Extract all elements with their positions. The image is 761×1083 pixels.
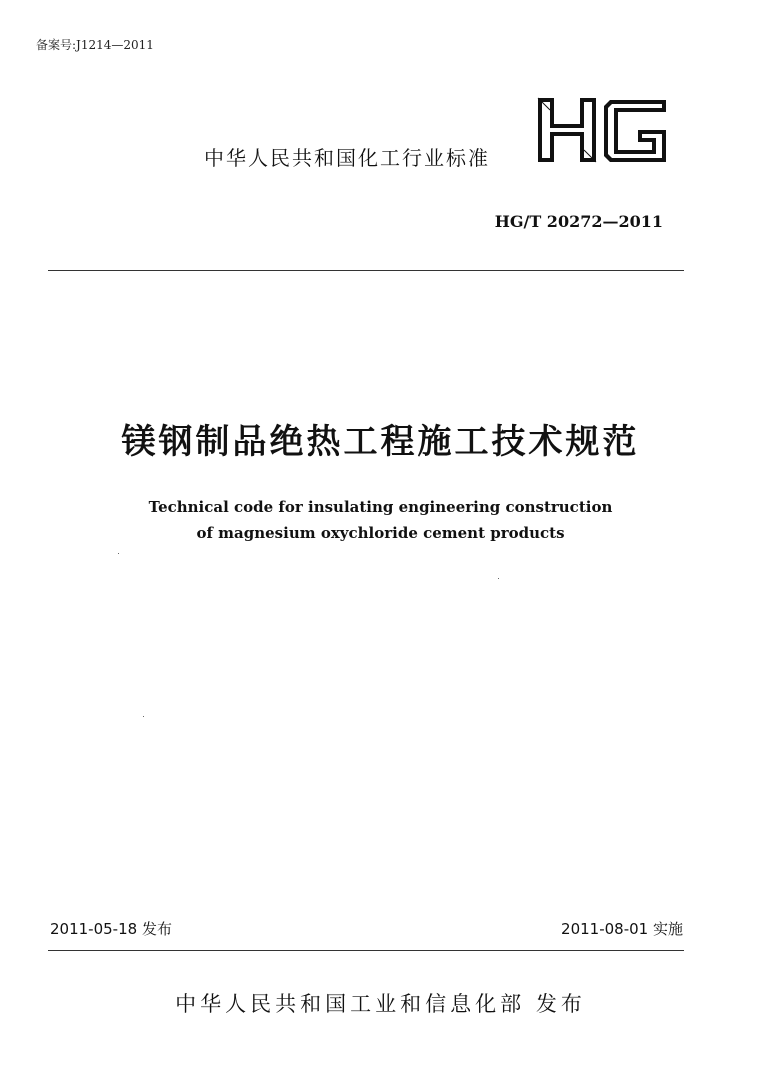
scan-speck bbox=[498, 578, 499, 579]
scan-speck bbox=[118, 553, 119, 554]
publisher: 中华人民共和国工业和信息化部 发布 bbox=[175, 992, 586, 1016]
bottom-divider bbox=[48, 950, 684, 951]
scan-speck bbox=[143, 716, 144, 717]
title-chinese: 镁钢制品绝热工程施工技术规范 bbox=[121, 422, 640, 462]
hg-logo-letter-h bbox=[538, 98, 596, 162]
standard-number: HG/T 20272—2011 bbox=[494, 212, 663, 231]
title-english bbox=[0, 494, 761, 546]
industry-standard-label: 中华人民共和国化工行业标准 bbox=[204, 146, 490, 170]
hg-logo-letter-g bbox=[604, 100, 666, 162]
title-english-line-1: Technical code for insulating engineering construction bbox=[148, 498, 613, 516]
hg-logo bbox=[534, 94, 670, 166]
issue-date: 2011-05-18 发布 bbox=[50, 920, 172, 938]
record-number: 备案号:J1214—2011 bbox=[36, 38, 154, 52]
title-english-line-2: of magnesium oxychloride cement products bbox=[196, 524, 565, 542]
implementation-date: 2011-08-01 实施 bbox=[561, 920, 683, 938]
top-divider bbox=[48, 270, 684, 271]
